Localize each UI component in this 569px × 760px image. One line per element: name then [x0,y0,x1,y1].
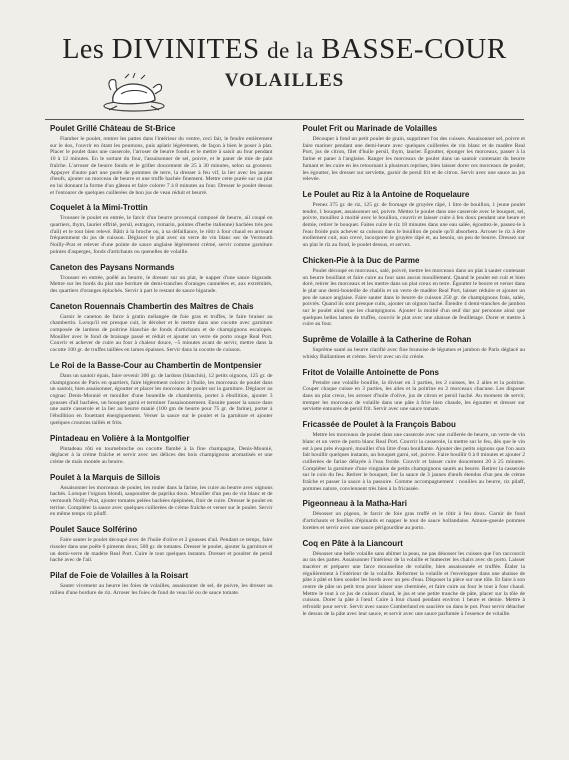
recipe-text: Découper à fond un petit poulet de grain, supprimer l'os des cuisses. Assaisonner sel, poivre et faire mariner pendant une demi-heure avec quelques cuillerées de vin blanc et de madère Real Port, jus de citron, filet d'huile persil, thym, laurier. Égoutter, éponger les morceaux, passer à la farine et paner à l'anglaise. Ranger les morceaux de poulet dans un sautoir contenant du beurre fumant et les cuire en les retournant à plusieurs reprises, bien laisser dorer ces morceaux de poulet, les égoutter, les dresser sur serviette, garnir de persil frit et de citron. Servir avec une sauce au jus relevée. [302,136,525,183]
recipe-item [303,420,526,492]
recipe-item [303,256,526,328]
recipe-title: Chicken-Pie à la Duc de Parme [302,255,420,265]
recipe-item [50,361,273,427]
recipe-text: Trousser le poulet en entrée, le farcir d'un beurre provençal composé de beurre, ail coupé en quartiers, thym, laurier effrité, persil, estragon, romarin, pointes d'herbe italienne) hachées très peu d'ail) et le tout bien relevé. Bâtir à la broche ou, à sa défaillance, le rôtir à four chaud en arrosant fréquemment du jus de cuisson. Déglacer le plat avec un verre de vin blanc sec de Vermouth Noilly-Prat et relever d'une pointe de sauce anglaise légèrement crémé, servir comme garniture pointes d'asperges, fonds d'artichauts ou quenelles de volaille. [50,215,273,255]
title-mid: de la [267,38,314,63]
recipe-item [303,335,526,360]
recipe-item [50,203,273,255]
recipe-title: Suprême de Volaille à la Catherine de Rohan [302,335,472,345]
recipe-text: Faire sauter le poulet découpé avec de l'huile d'olive et 2 gousses d'ail. Pendant ce temps, faire rissoler dans une poêle 6 piments doux, 500 gr. de tomates. Dresser le poulet, ajouter la garniture et un demi-verre de madère Real Port. Cuire le tout quelques instants. Dresser et poudrer de persil haché avec de l'ail. [50,537,273,564]
recipe-item [303,539,526,618]
recipe-item [303,499,526,531]
recipe-title: Caneton Rouennais Chambertin des Maîtres de Chais [50,301,254,311]
recipe-text: Pintadeau rôti en tournebroche ou cocotte flambé à la fine champagne, Denis-Mounié, déglacer à la crème fraîche et servir avec ses délices des bois champignons aromatisés et une crème de maïs montée au beurre. [50,445,273,465]
recipe-text: Prenez 375 gr. de riz, 125 gr. de fromage de gruyère râpé, 1 litre de bouillon, 1 jeune poulet tendre, 1 bouquet, assaisonner sel, poivre. Mettez le poulet dans une casserole avec le bouquet, sel, poivre, mouillez à moitié avec le bouillon, couvrir et laisser cuire à feu doux pendant une heure et demie, retirer le bouquet. Faites cuire le riz 18 minutes dans une eau salée, égouttez-le, passez-le à l'eau froide puis achever sa cuisson dans le bouillon de poule qu'il absorbera. Arroser le riz à être mollement cuit, non crevé, incorporer le gruyère râpé et, au besoin, un peu de beurre. Dressez sur un plat le riz au fond, le poulet dessus, et servez. [302,201,525,249]
recipe-title: Pilaf de Foie de Volailles à la Roisart [50,570,189,580]
recipe-text: Mettre les morceaux de poulet dans une casserole avec une cuillerée de beurre, un verre de vin blanc et un verre de porto blanc Real Port. Couvrir la casserole, la mettre sur le feu, dès que le vin est à peu près évaporé, mouiller d'un litre d'eau bouillante. Ajouter des petits oignons que l'on aura fait bouillir quelques instants, un bouquet garni, sel, poivre. Faire bouillir 6 à 8 minutes et ajouter 2 cuillerées de farine délayée à l'eau froide. Couvrir et laisser cuire doucement 20 à 25 minutes. Compléter la garniture d'une vingtaine de petits champignons sautés au beurre. Retirer la casserole sur le coin du feu. Retirer le bouquet, lier la sauce de 3 jaunes d'œufs étendus d'un peu de crème fraîche et passer la sauce à la passoire. Comme accompagnement : nouilles au beurre, riz pilaff, pommes nature, conviennent très bien à la fricassée. [302,432,525,492]
title-divider [45,119,524,120]
recipe-title: Pintadeau en Volière à la Montgolfier [50,433,190,443]
recipe-title: Le Roi de la Basse-Cour au Chambertin de Montpensier [50,360,262,370]
recipe-title: Caneton des Paysans Normands [50,262,175,272]
recipe-text: Prendre une volaille bouillie, la diviser en 3 parties, les 2 cuisses, les 2 ailes et la poitrine. Couper chaque cuisse en 3 parties, les ailes et la poitrine en 2 morceaux chacune. Les disposer dans un plat creux, les arroser d'huile d'olive, jus de citron et persil haché. Au moment de servir, tremper les morceaux de volaille dans une pâte à frire bien chaude, les égoutter et dresser sur serviette entourés de persil frit. Servir avec une sauce tomate. [302,379,525,413]
roast-chicken-illustration-icon [99,70,169,114]
recipe-title: Poulet Grillé Château de St-Brice [50,124,176,133]
recipe-title: Pigeonneau à la Matha-Hari [302,499,407,509]
recipe-text: Poulet découpé en morceaux, salé, poivré, mettre les morceaux dans un plat à sauter contenant un beurre bouillant et faire cuire au four sans aucun mouillement. Quand le poulet est cuit et bien doré, retirer les morceaux et les mettre dans un plat creux en terre. Égoutter le beurre et verser dans le plat une demi-bouteille de chablis et un verre de madère Real Port, laisser réduire et ajouter un peu de sauce anglaise. Faire sauter dans le beurre de cuisson 250 gr. de champignons frais, salés, poivrés. Quand ils sont presque cuits, ajouter un oignon haché. Étendre 4 demi-tranches de jambon sur le poulet ainsi que les champignons. Ajouter la moitié d'un œuf dur par personne ainsi que quelques belles lames de truffes, couvrir le plat avec une abaisse de feuilletage. Dorer et mettre à cuire au four. [302,267,525,328]
recipe-item [303,190,526,249]
recipe-title: Le Poulet au Riz à la Antoine de Roquelaure [302,189,470,199]
recipe-text: Assaisonner les morceaux de poulet, les rouler dans la farine, les cuire au beurre avec oignons hachés. Lorsque l'oignon blondi, saupoudrer de paprika doux. Mouiller d'un peu de vin blanc et de vermouth Noilly-Prat, ajouter tomates pelées hachées épépinées, finir de cuire. Dresser le poulet en terrine. Compléter la sauce avec quelques cuillerées de crème fraîche et verser sur le poulet. Servir en même temps riz pilaff. [50,484,273,518]
recipe-item [50,473,273,519]
recipe-item [50,302,273,354]
recipe-text: Désosser un pigeon, le farcir de foie gras truffé et le rôtir à feu doux. Garnir de fond d'artichauts et feuilles d'épinards et napper le tout de sauce hollandaise. Amuse-gueule pommes lorettes et servir avec une sauce périgourdine au porto. [302,511,525,531]
recipe-item [303,124,526,183]
recipe-columns [50,124,525,625]
title-end: BASSE-COUR [321,33,507,65]
recipe-item [50,434,273,466]
recipe-title: Poulet à la Marquis de Sillois [50,472,161,482]
left-column [50,124,273,625]
right-column [303,124,526,625]
recipe-title: Poulet Frit ou Marinade de Volailles [302,124,438,133]
recipe-text: Sauter vivement au beurre les foies de volailles, assaisonner de sel, de poivre, les dresser au milieu d'une bordure de riz. Arroser les foies de fond de veau lié ou de sauce tomate. [50,582,273,596]
recipe-title: Poulet Sauce Solférino [50,525,138,535]
recipe-item [50,525,273,564]
recipe-text: Trousser en entrée, poêlé au beurre, le dresser sur un plat, le napper d'une sauce bigarade. Mettre sur les bords du plat une bordure de demi-tranches d'oranges cannelées et, aux extrémités, des quartiers d'oranges épluchés. Servir à part le restant de sauce bigarade. [50,274,273,294]
page-subtitle: VOLAILLES [224,70,345,91]
recipe-item [303,368,526,414]
recipe-text: Dans un sautoir épais, faire revenir 300 gr. de lardons (blanchis), 12 petits oignons, 125 gr. de champignons de Paris en quartiers, faire légèrement colorer à l'huile, les morceaux de poulet dans un sautoir, bien assaisonner, égoutter et placer les morceaux de poulet sur la garniture. Déglacer au cognac Denis-Mounié et mouiller d'une bouteille de chambertin, porter à ébullition, ajouter 3 gousses d'ail hachées, un bouquet garni et terminer l'assaisonnement. Ensuite passer la sauce dans une autre casserole et la lier au beurre manié (100 gm de beurre pour 75 gr. de farine), porter à l'ébullition en fouettant énergiquement. Verser la sauce sur le poulet et la garniture et ajouter quelques croutons taillés et frits. [50,372,273,426]
recipe-text: Suprême sauté au beurre clarifié avec fine brunoise de légumes et jambon de Paris déglacé au whisky Ballantines et crème. Servir avec un riz créole. [302,347,525,360]
recipe-item [50,263,273,295]
page-title [34,34,535,66]
recipe-title: Coquelet à la Mimi-Trottin [50,203,148,213]
recipe-title: Fricassée de Poulet à la François Babou [302,420,456,430]
recipe-item [50,571,273,596]
recipe-title: Fritot de Volaille Antoinette de Pons [302,367,439,377]
recipe-text: Désosser une belle volaille sans abîmer la peau, ne pas désosser les cuisses que l'on raccourcit au ras des pattes. Assaisonner l'intérieur de la volaille et humecter les chairs avec du porto. Laisser macérer et préparer une farce mousseline de volaille, bien assaisonnée et truffée. Étaler la régulièrement à l'intérieur de la volaille. Reformer la volaille et l'envelopper dans une abaisse de pâte à pâté et bien souder les bords avec un peu d'eau. Disposer la pièce sur une tôle. Et faire à son centre de pâte un petit trou pour laisser une cheminée, et faire cuire au four le tout à four chaud. Mettre le tout à ce jus de cuisson chaud, le jus et une petite tranche de pâte, placer sur la tôle de cuisson. Dorer la pâte à l'œuf. Cuire à four chaud pendant environ 1 heure et demie. Mettre à refroidir pour servir. Servir avec sauce Cumberland en saucière ou dans le pot. Pour servir détacher le dessus de la pâte avec leur sauce, et servir avec une sauce parfumée à l'essence de volaille. [302,550,525,617]
recipe-title: Coq en Pâte à la Liancourt [302,538,403,548]
recipe-text: Flamber le poulet, rentrer les pattes dans l'intérieur du ventre, ceci fait, le fendre entièrement sur le dos, l'ouvrir en ôtant les poumons, puis aplatir légèrement, de façon à bien le poser à plat. Placer le poulet dans une casserole, l'arroser de beurre fondu et le mettre à saisir au four pendant 10 à 12 minutes. En le sortant du four, l'assaisonner de sel, poivre, et le paner de mie de pain fraîche. L'arroser de beurre fondu et le griller doucement de 25 à 30 minutes, selon sa grosseur. Appuyer d'autre part une purée de pommes de terre, la dresser à feu vif, la lier avec les jaunes d'œufs, ajouter un morceau de beurre et une truffe hachée finement. Mettre cette purée sur un plat en lui donnant la forme d'un gâteau et faire colorer 7 à 8 minutes au four. Dresser le poulet dessus et l'entourer de quelques cuillerées de bon jus de veau réduit et beurré. [50,136,273,196]
title-main: DIVINITES [111,33,260,65]
recipe-item [50,124,273,196]
recipe-text: Garnir le caneton de farce à gratin mélangée de foie gras et truffes, le faire braiser au chambertin. Lorsqu'il est presque cuit, le dérober et le mettre dans une cocotte avec garniture composée de lardons de poitrine blanchie de fonds d'artichauts et de champignons escalopés. Mouiller avec le fond de braisage passé et réduit et ajouter un verre de porto rouge Real Port. Couvrir et achever de cuire au four à chaleur douce, ~5 minutes avant de servir, mettre dans la cocotte 100 gr. de truffes taillées en lames épaisses. Servir dans la cocotte de cuisson. [50,313,273,354]
title-prefix: Les [62,34,105,65]
